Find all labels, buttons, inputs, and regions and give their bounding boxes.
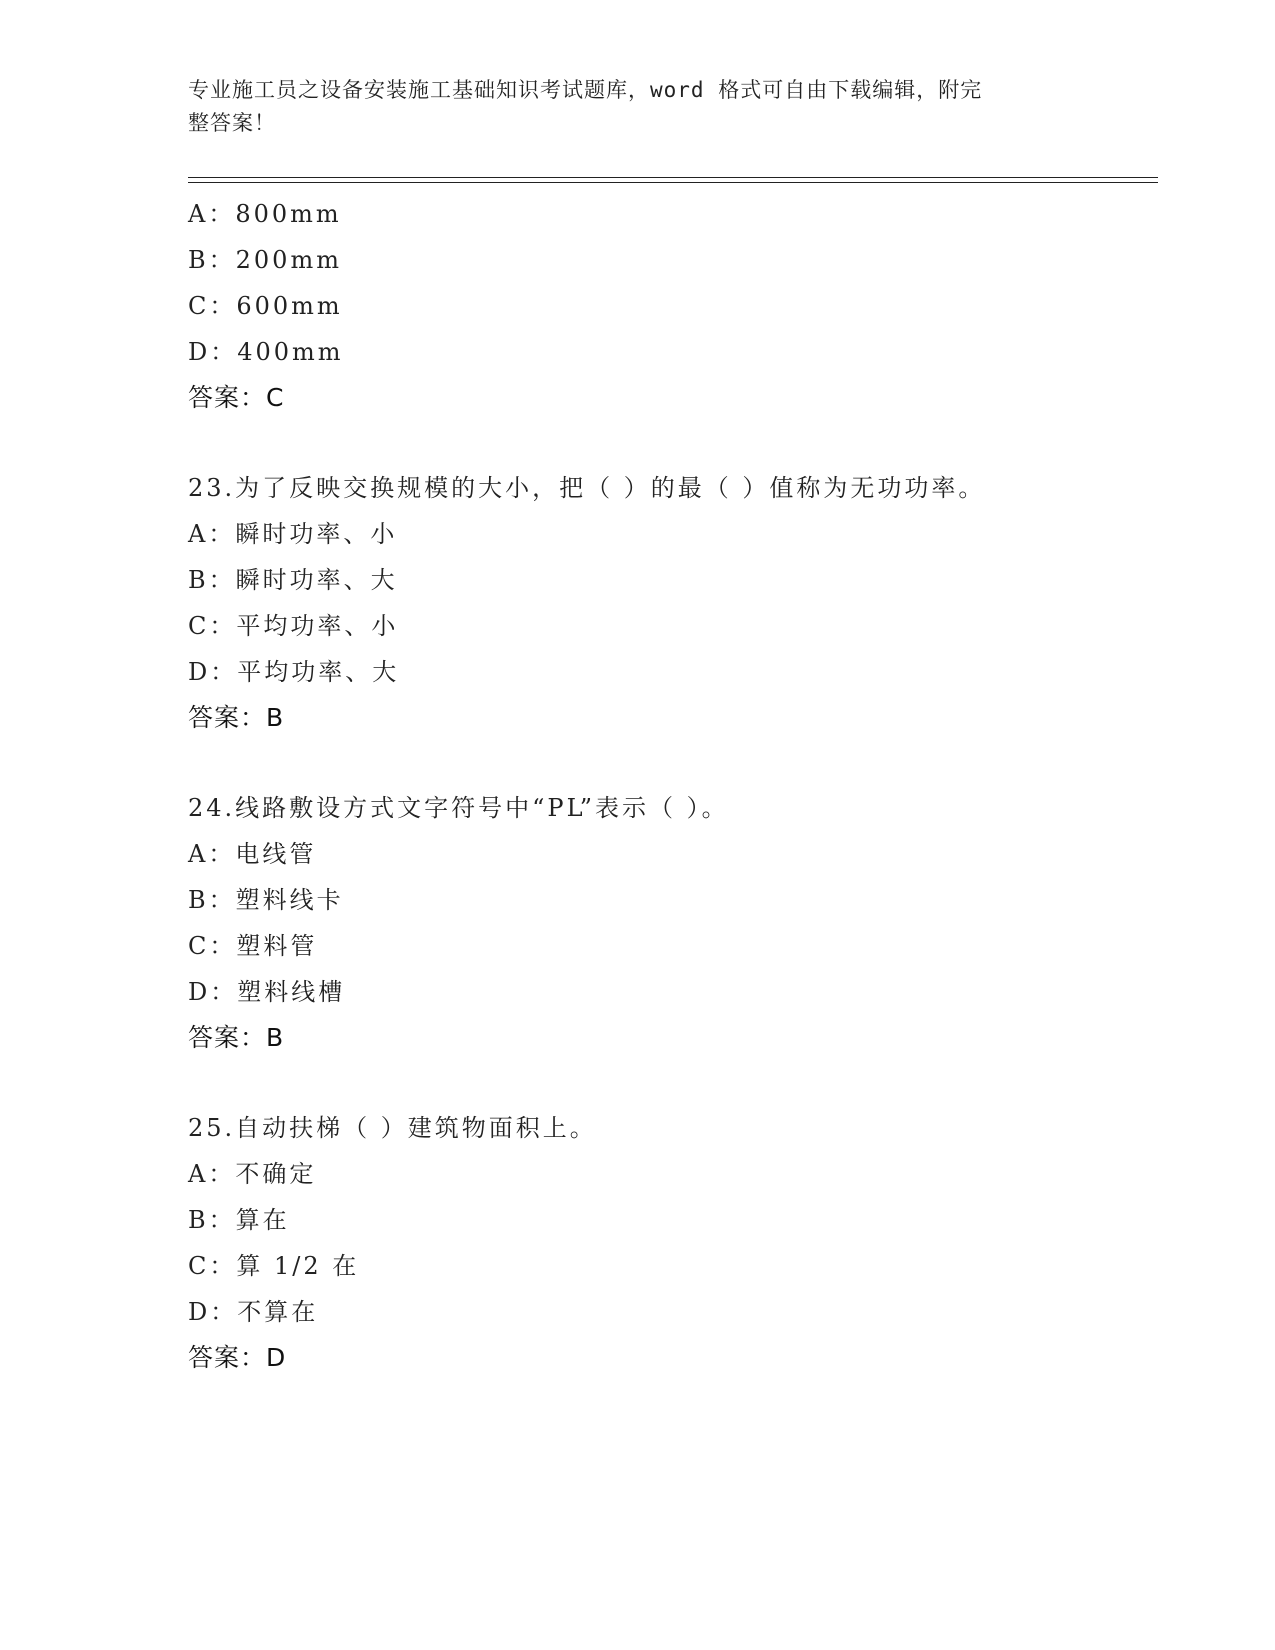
- option-a: A：电线管: [188, 840, 317, 868]
- option-d: D：不算在: [188, 1298, 319, 1326]
- header-divider-bottom: [188, 182, 1158, 183]
- option-a: A：瞬时功率、小: [188, 520, 398, 548]
- option-c: C：塑料管: [188, 932, 318, 960]
- question-block-22: [188, 191, 1148, 421]
- option-b: B：200mm: [188, 246, 342, 274]
- question-text: 25.自动扶梯（ ）建筑物面积上。: [188, 1114, 597, 1142]
- option-d: D：塑料线槽: [188, 978, 346, 1006]
- question-text: 23.为了反映交换规模的大小，把（ ）的最（ ）值称为无功功率。: [188, 474, 986, 502]
- answer-line: 答案：C: [188, 383, 285, 412]
- header-divider-top: [188, 177, 1158, 178]
- document-header: [188, 74, 1068, 140]
- answer-line: 答案：B: [188, 1023, 285, 1052]
- option-c: C：算 1/2 在: [188, 1252, 360, 1280]
- question-text: 24.线路敷设方式文字符号中“PL”表示（ ）。: [188, 794, 729, 822]
- header-line-2: 整答案！: [188, 111, 276, 135]
- option-c: C：600mm: [188, 292, 343, 320]
- question-block-24: [188, 785, 1148, 1061]
- option-b: B：瞬时功率、大: [188, 566, 398, 594]
- answer-line: 答案：D: [188, 1343, 287, 1372]
- header-line-1: 专业施工员之设备安装施工基础知识考试题库，word 格式可自由下载编辑，附完: [188, 78, 983, 102]
- option-a: A：800mm: [188, 200, 342, 228]
- option-d: D：平均功率、大: [188, 658, 400, 686]
- option-a: A：不确定: [188, 1160, 317, 1188]
- option-b: B：算在: [188, 1206, 290, 1234]
- option-b: B：塑料线卡: [188, 886, 344, 914]
- answer-line: 答案：B: [188, 703, 285, 732]
- option-c: C：平均功率、小: [188, 612, 399, 640]
- option-d: D：400mm: [188, 338, 344, 366]
- question-block-25: [188, 1105, 1148, 1381]
- question-block-23: [188, 465, 1148, 741]
- exam-content: [188, 191, 1148, 1381]
